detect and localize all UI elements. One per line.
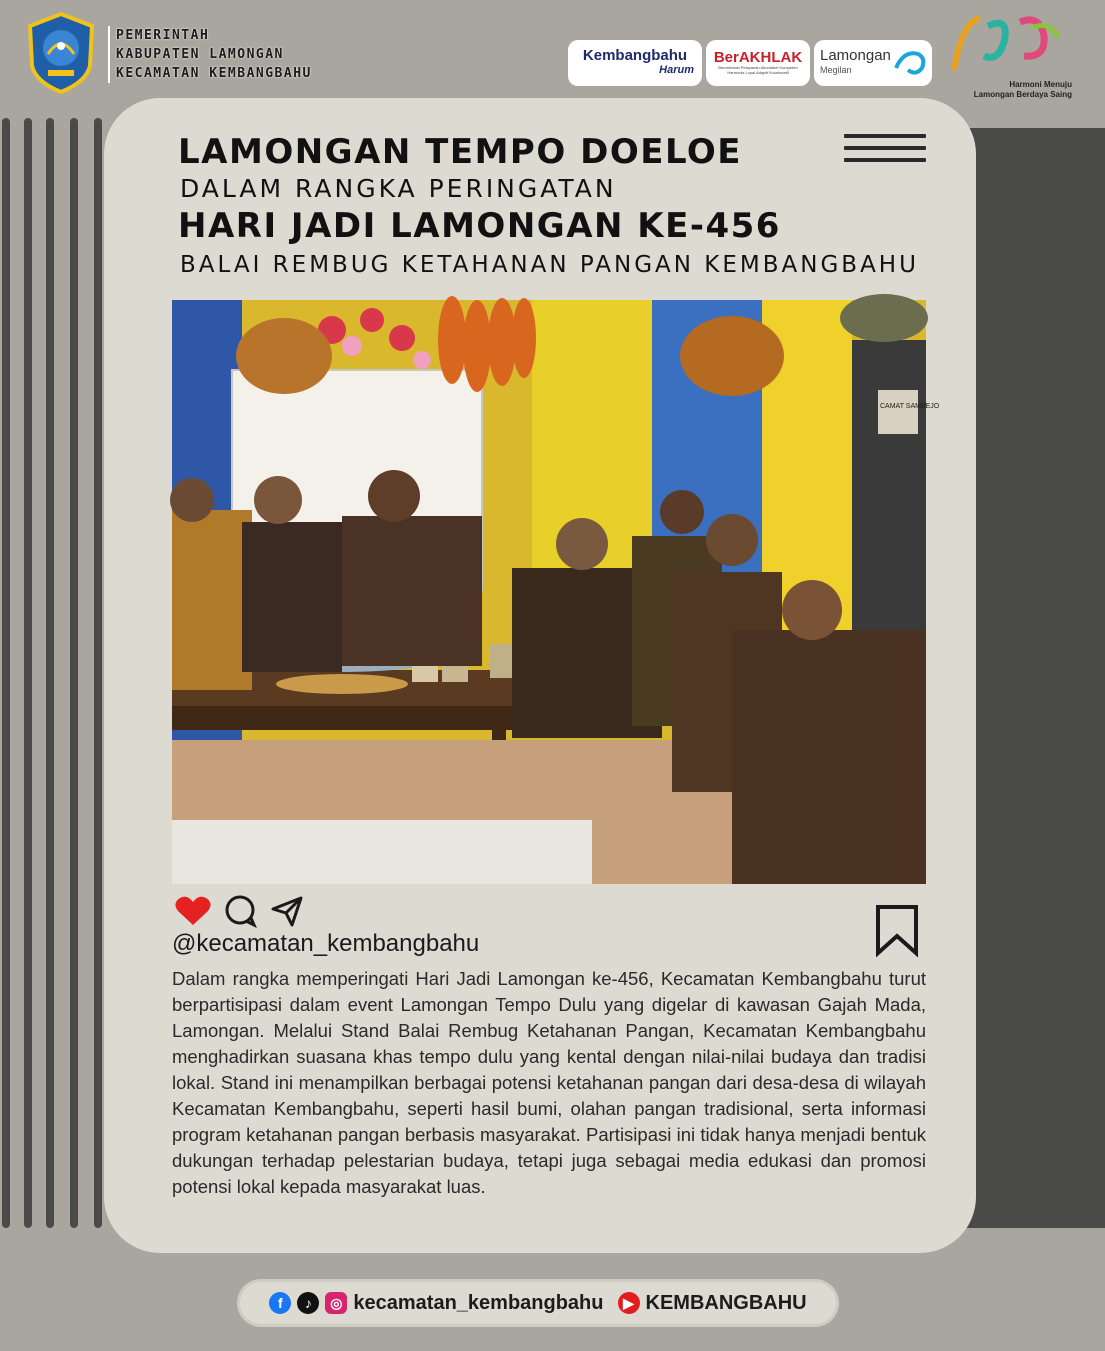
post-actions [174, 896, 304, 930]
post-title: LAMONGAN TEMPO DOELOE [178, 132, 743, 172]
social-footer [240, 1282, 836, 1324]
logo-subtext: Megilan [820, 65, 852, 75]
youtube-channel[interactable]: KEMBANGBAHU [645, 1291, 807, 1314]
berakhlak-logo [706, 40, 810, 86]
photo-sign-text: CAMAT SAMBEJO [880, 403, 940, 410]
heart-icon[interactable] [174, 895, 212, 931]
logo-text: Kembangbahu [582, 47, 688, 64]
account-handle[interactable]: @kecamatan_kembangbahu [172, 930, 480, 957]
stripe [2, 118, 10, 1228]
lamongan-megilan-logo [814, 40, 932, 86]
logo-tagline: Harmoni Menuju [1009, 80, 1072, 89]
event-photo [172, 300, 940, 884]
stripe [70, 118, 78, 1228]
post-card [104, 98, 976, 1253]
lamongan-emblem-logo [26, 12, 96, 94]
share-icon[interactable] [270, 895, 304, 931]
left-stripes [0, 118, 110, 1228]
govt-line: KECAMATAN KEMBANGBAHU [116, 66, 312, 81]
logo-tagline: Lamongan Berdaya Saing [973, 90, 1072, 99]
tiktok-icon[interactable]: ♪ [297, 1292, 319, 1314]
post-caption: Dalam rangka memperingati Hari Jadi Lamongan ke-456, Kecamatan Kembangbahu turut berpartisipasi dalam event Lamongan Tempo Dulu yang digelar di kawasan Gajah Mada, Lamongan. Melalui Stand Balai Rembug Ketahanan Pangan, Kecamatan Kembangbahu menghadirkan suasana khas tempo dulu yang kental dengan nilai-nilai budaya dan tradisi lokal. Stand ini menampilkan berbagai potensi ketahanan pangan dari desa-desa di wilayah Kecamatan Kembangbahu, seperti hasil bumi, olahan pangan tradisional, serta informasi program ketahanan pangan berbasis masyarakat. Partisipasi ini tidak hanya menjadi bentuk dukungan terhadap pelestarian budaya, tetapi juga sebagai media edukasi dan promosi potensi lokal kepada masyarakat luas. [172, 968, 926, 1197]
kembangbahu-logo [568, 40, 702, 86]
logo-text: BerAKHLAK [713, 49, 803, 66]
wave-icon [894, 46, 928, 80]
facebook-icon[interactable]: f [269, 1292, 291, 1314]
anniversary-456-logo [940, 12, 1072, 102]
instagram-handle[interactable]: kecamatan_kembangbahu [353, 1291, 604, 1314]
logo-subtext: Berorientasi Pelayanan Akuntabel Kompeten Harmonis Loyal Adaptif Kolaboratif [718, 65, 798, 75]
stripe [94, 118, 102, 1228]
menu-icon[interactable] [844, 134, 926, 170]
govt-line: KABUPATEN LAMONGAN [116, 47, 284, 62]
youtube-icon[interactable]: ▶ [618, 1292, 640, 1314]
logo-text: Lamongan [820, 47, 891, 64]
logo-subtext: Harum [659, 64, 694, 76]
stripe [46, 118, 54, 1228]
govt-line: PEMERINTAH [116, 28, 210, 43]
post-event-title: HARI JADI LAMONGAN KE-456 [178, 206, 781, 246]
government-title [108, 26, 312, 83]
bookmark-icon[interactable] [874, 904, 920, 960]
stripe [24, 118, 32, 1228]
post-venue: BALAI REMBUG KETAHANAN PANGAN KEMBANGBAHU [180, 252, 919, 278]
post-subtitle: DALAM RANGKA PERINGATAN [180, 174, 617, 203]
comment-icon[interactable] [224, 895, 258, 931]
instagram-icon[interactable]: ◎ [325, 1292, 347, 1314]
photo-sign [878, 390, 918, 434]
partner-logos [568, 12, 1073, 102]
